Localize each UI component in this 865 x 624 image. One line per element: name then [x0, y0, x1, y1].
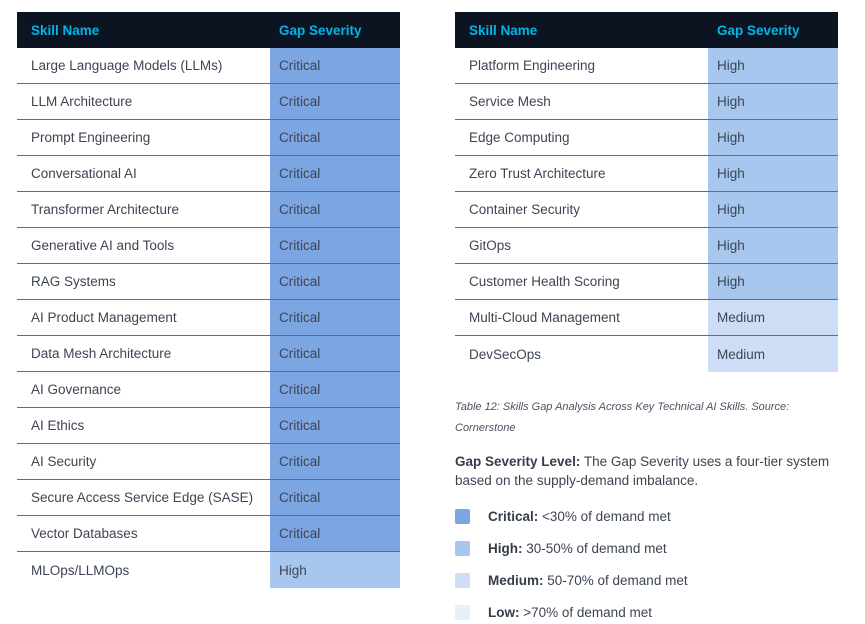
table-row — [17, 336, 400, 372]
table-row — [455, 336, 838, 372]
table-row — [455, 228, 838, 264]
table-row — [455, 264, 838, 300]
table-row — [17, 444, 400, 480]
legend-text: Low: >70% of demand met — [488, 604, 652, 620]
gap-severity-cell: High — [708, 192, 838, 227]
legend-text: Critical: <30% of demand met — [488, 508, 671, 524]
skill-name-cell: Customer Health Scoring — [455, 264, 708, 299]
gap-severity-header: Gap Severity — [717, 22, 800, 38]
legend-item — [455, 572, 838, 588]
gap-severity-description-text: The Gap Severity uses a four-tier system based on the supply-demand imbalance. — [455, 454, 830, 488]
gap-severity-cell: Critical — [270, 156, 400, 191]
skill-name-cell: Zero Trust Architecture — [455, 156, 708, 191]
skill-name-cell: Service Mesh — [455, 84, 708, 119]
legend-swatch-icon — [455, 509, 470, 524]
gap-severity-cell: High — [708, 264, 838, 299]
gap-severity-cell: Critical — [270, 84, 400, 119]
skill-name-cell: Data Mesh Architecture — [17, 336, 270, 371]
table-header-row — [17, 12, 400, 48]
legend-swatch-icon — [455, 605, 470, 620]
table-row — [17, 516, 400, 552]
skill-name-cell: Multi-Cloud Management — [455, 300, 708, 335]
gap-severity-cell: High — [708, 48, 838, 83]
skill-name-cell: GitOps — [455, 228, 708, 263]
severity-legend — [455, 508, 838, 620]
table-row — [17, 408, 400, 444]
table-row — [455, 120, 838, 156]
table-body — [455, 48, 838, 372]
skill-name-cell: Conversational AI — [17, 156, 270, 191]
gap-severity-cell: Critical — [270, 408, 400, 443]
table-row — [455, 156, 838, 192]
gap-severity-description-label: Gap Severity Level: — [455, 454, 581, 469]
legend-item — [455, 540, 838, 556]
skill-name-cell: MLOps/LLMOps — [17, 552, 270, 588]
table-row — [17, 480, 400, 516]
gap-severity-cell: High — [708, 156, 838, 191]
skill-name-cell: AI Product Management — [17, 300, 270, 335]
gap-severity-cell: High — [708, 84, 838, 119]
gap-severity-cell: Critical — [270, 48, 400, 83]
table-row — [17, 120, 400, 156]
gap-severity-cell: Critical — [270, 372, 400, 407]
skills-table-left — [17, 12, 400, 588]
legend-swatch-icon — [455, 573, 470, 588]
gap-severity-cell: Critical — [270, 264, 400, 299]
legend-item — [455, 508, 838, 524]
gap-severity-header: Gap Severity — [279, 22, 362, 38]
gap-severity-cell: Critical — [270, 300, 400, 335]
skill-name-cell: AI Governance — [17, 372, 270, 407]
skill-name-cell: Large Language Models (LLMs) — [17, 48, 270, 83]
table-row — [17, 228, 400, 264]
legend-item — [455, 604, 838, 620]
gap-severity-description — [455, 452, 833, 490]
table-body — [17, 48, 400, 588]
table-row — [17, 84, 400, 120]
gap-severity-cell: Critical — [270, 516, 400, 551]
legend-swatch-icon — [455, 541, 470, 556]
table-row — [455, 192, 838, 228]
table-row — [17, 552, 400, 588]
skill-name-cell: Container Security — [455, 192, 708, 227]
table-row — [455, 300, 838, 336]
gap-severity-cell: Critical — [270, 120, 400, 155]
table-row — [17, 372, 400, 408]
table-row — [17, 192, 400, 228]
legend-text: High: 30-50% of demand met — [488, 540, 667, 556]
skill-name-cell: Transformer Architecture — [17, 192, 270, 227]
table-row — [17, 48, 400, 84]
legend-text: Medium: 50-70% of demand met — [488, 572, 688, 588]
skill-name-cell: Secure Access Service Edge (SASE) — [17, 480, 270, 515]
table-header-row — [455, 12, 838, 48]
skill-name-cell: DevSecOps — [455, 336, 708, 372]
gap-severity-cell: High — [270, 552, 400, 588]
table-row — [455, 48, 838, 84]
skill-name-cell: AI Security — [17, 444, 270, 479]
skill-name-cell: AI Ethics — [17, 408, 270, 443]
skills-table-right-column — [455, 12, 838, 624]
table-row — [17, 264, 400, 300]
gap-severity-cell: Critical — [270, 444, 400, 479]
skill-name-cell: Vector Databases — [17, 516, 270, 551]
table-row — [17, 156, 400, 192]
gap-severity-cell: Critical — [270, 480, 400, 515]
skill-name-cell: Platform Engineering — [455, 48, 708, 83]
table — [17, 12, 400, 588]
gap-severity-cell: Critical — [270, 336, 400, 371]
skill-name-cell: Generative AI and Tools — [17, 228, 270, 263]
skill-name-cell: Edge Computing — [455, 120, 708, 155]
gap-severity-cell: Medium — [708, 300, 838, 335]
table-caption: Table 12: Skills Gap Analysis Across Key Technical AI Skills. Source: Cornerstone — [455, 401, 790, 434]
gap-severity-cell: Critical — [270, 228, 400, 263]
skill-name-header: Skill Name — [469, 22, 538, 38]
gap-severity-cell: Medium — [708, 336, 838, 372]
skill-name-cell: Prompt Engineering — [17, 120, 270, 155]
table-row — [455, 84, 838, 120]
gap-severity-cell: Critical — [270, 192, 400, 227]
table — [455, 12, 838, 372]
skill-name-cell: RAG Systems — [17, 264, 270, 299]
gap-severity-cell: High — [708, 120, 838, 155]
gap-severity-cell: High — [708, 228, 838, 263]
skill-name-header: Skill Name — [31, 22, 100, 38]
table-row — [17, 300, 400, 336]
skill-name-cell: LLM Architecture — [17, 84, 270, 119]
